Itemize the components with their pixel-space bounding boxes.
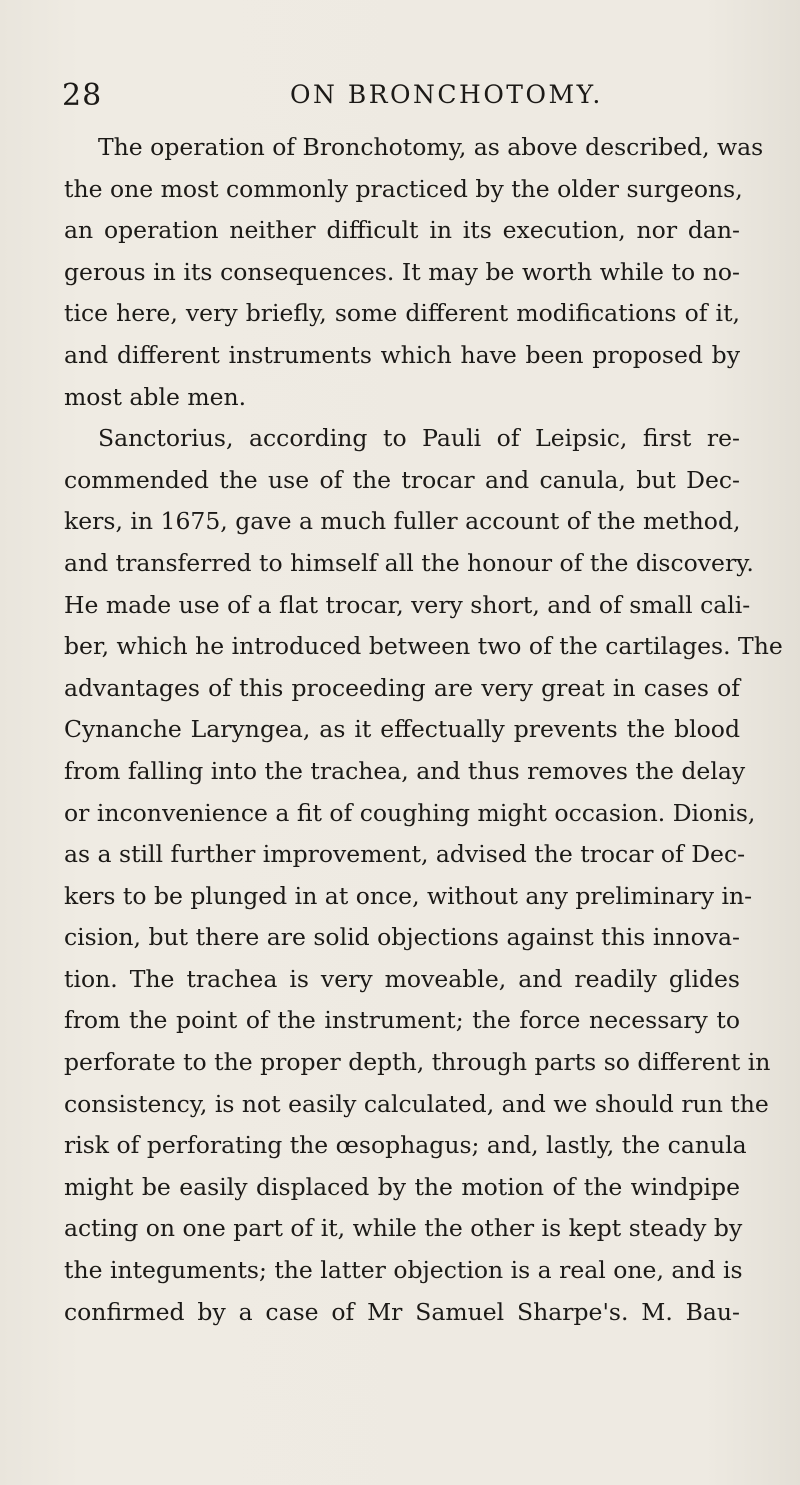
page-header bbox=[62, 78, 738, 114]
text-line: Sanctorius, according to Pauli of Leipsic, first re- bbox=[98, 424, 740, 453]
text-line: tice here, very briefly, some different modifications of it, bbox=[64, 299, 740, 328]
text-line: confirmed by a case of Mr Samuel Sharpe's. M. Bau- bbox=[64, 1297, 740, 1326]
text-line: from the point of the instrument; the force necessary to bbox=[64, 1006, 740, 1035]
text-line: as a still further improvement, advised the trocar of Dec- bbox=[64, 840, 746, 869]
text-line: and different instruments which have been proposed by bbox=[64, 340, 740, 369]
text-line: perforate to the proper depth, through parts so different in bbox=[64, 1048, 771, 1077]
text-line: might be easily displaced by the motion of the windpipe bbox=[64, 1172, 740, 1201]
text-line: or inconvenience a fit of coughing might occasion. Dionis, bbox=[64, 798, 756, 827]
text-line: and transferred to himself all the honour of the discovery. bbox=[64, 548, 754, 577]
text-line: an operation neither difficult in its execution, nor dan- bbox=[64, 216, 740, 245]
text-line: cision, but there are solid objections against this innova- bbox=[64, 923, 740, 952]
text-line: Cynanche Laryngea, as it effectually prevents the blood bbox=[64, 715, 740, 744]
text-line: He made use of a flat trocar, very short, and of small cali- bbox=[64, 590, 751, 619]
text-line: The operation of Bronchotomy, as above described, was bbox=[98, 133, 764, 161]
body-text bbox=[64, 127, 783, 1333]
text-line: kers, in 1675, gave a much fuller account of the method, bbox=[64, 507, 741, 536]
text-line: the integuments; the latter objection is a real one, and is bbox=[64, 1256, 743, 1285]
text-line: the one most commonly practiced by the older surgeons, bbox=[64, 174, 743, 203]
text-line: risk of perforating the œsophagus; and, lastly, the canula bbox=[64, 1131, 747, 1160]
text-line: kers to be plunged in at once, without any preliminary in- bbox=[64, 881, 753, 910]
text-line: tion. The trachea is very moveable, and readily glides bbox=[64, 964, 740, 993]
text-line: from falling into the trachea, and thus removes the delay bbox=[64, 756, 746, 785]
text-line: consistency, is not easily calculated, and we should run the bbox=[64, 1089, 769, 1118]
text-line: ber, which he introduced between two of the cartilages. The bbox=[64, 632, 783, 661]
text-line: advantages of this proceeding are very great in cases of bbox=[64, 673, 740, 702]
text-line: most able men. bbox=[64, 382, 247, 411]
running-head: ON BRONCHOTOMY. bbox=[290, 80, 603, 109]
text-line: commended the use of the trocar and canula, but Dec- bbox=[64, 465, 740, 494]
page-number: 28 bbox=[62, 78, 103, 113]
text-line: gerous in its consequences. It may be worth while to no- bbox=[64, 257, 740, 286]
text-line: acting on one part of it, while the other is kept steady by bbox=[64, 1214, 743, 1243]
